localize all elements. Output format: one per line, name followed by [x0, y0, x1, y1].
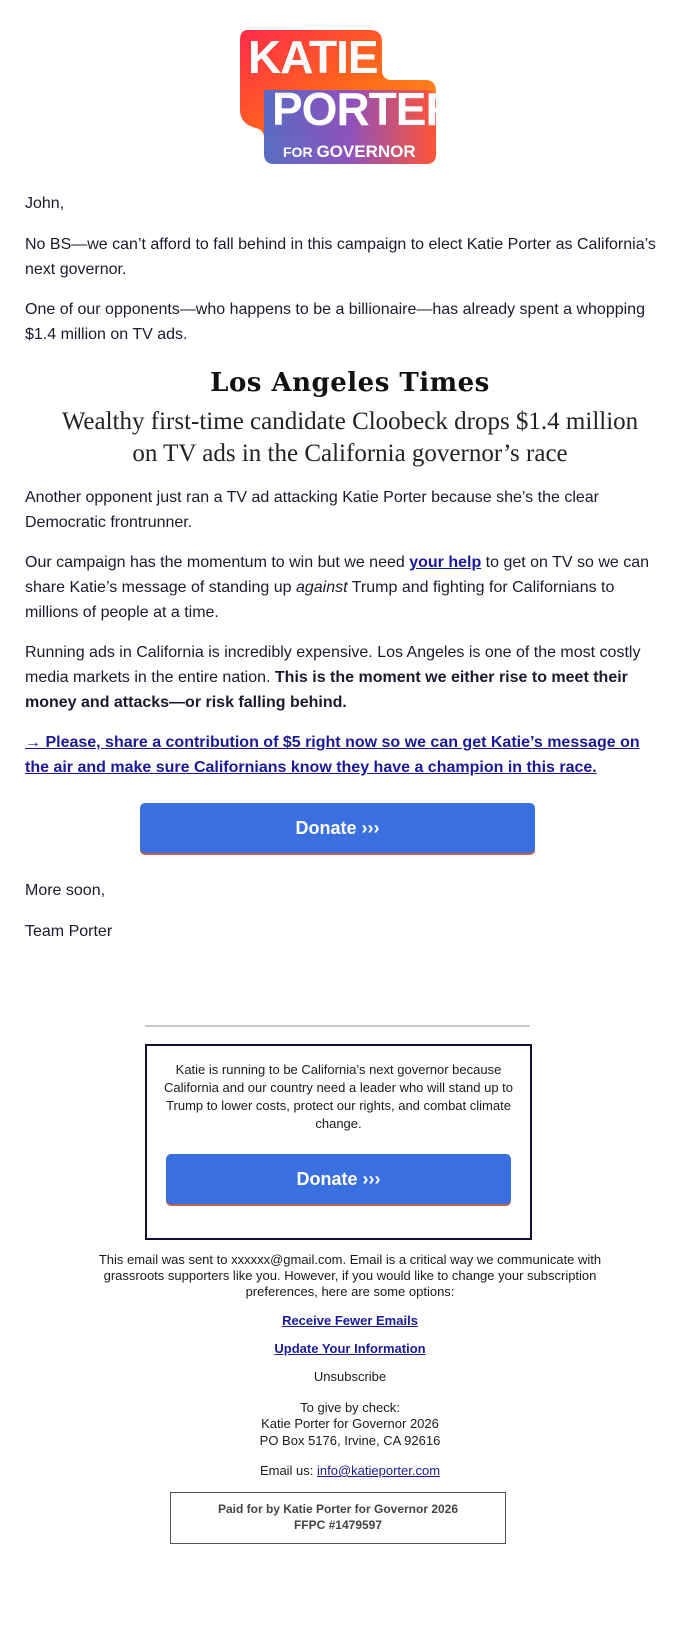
receive-fewer-emails-link[interactable]: Receive Fewer Emails — [282, 1313, 418, 1328]
paragraph-4-emphasis: against — [295, 579, 348, 596]
donate-button[interactable]: Donate ››› — [140, 803, 535, 853]
paragraph-4 — [25, 550, 665, 625]
paid-for-text: Paid for by Katie Porter for Governor 2026 — [217, 1502, 459, 1516]
paragraph-1: No BS—we can’t afford to fall behind in this campaign to elect Katie Porter as California’s next governor. — [25, 236, 656, 278]
paid-for-disclaimer — [170, 1492, 506, 1544]
check-label: To give by check: — [300, 1400, 400, 1415]
logo-text-porter: PORTER — [272, 83, 458, 135]
email-label: Email us: — [259, 1463, 318, 1478]
paragraph-4-end: Trump and fighting for Californians to millions of people at a time. — [25, 579, 615, 621]
update-information-link[interactable]: Update Your Information — [274, 1341, 426, 1356]
footer-sent-text: This email was sent to xxxxxx@gmail.com. Email is a critical way we communicate with grassroots supporters like you. However, if you would like to change your subscription preferences, here are some options: — [98, 1252, 602, 1299]
unsubscribe-link[interactable]: Unsubscribe — [313, 1369, 387, 1384]
about-katie-text: Katie is running to be California’s next governor because California and our country need a leader who will stand up to Trump to lower costs, protect our rights, and combat climate change. — [163, 1062, 514, 1131]
la-times-headline: Wealthy first-time candidate Cloobeck drops $1.4 million on TV ads in the California governor’s race — [61, 408, 639, 467]
signature: Team Porter — [25, 923, 113, 940]
check-org: Katie Porter for Governor 2026 — [261, 1416, 439, 1431]
paragraph-5-bold: This is the moment we either rise to meet their money and attacks—or risk falling behind. — [25, 669, 628, 711]
box-donate-button[interactable]: Donate ››› — [166, 1154, 511, 1204]
email-address-link[interactable]: info@katieporter.com — [317, 1463, 441, 1478]
paragraph-5-plain: Running ads in California is incredibly expensive. Los Angeles is one of the most costly media markets in the entire nation. — [25, 644, 641, 686]
ffpc-number: FFPC #1479597 — [293, 1518, 383, 1532]
footer-fewer-emails-row — [70, 1313, 630, 1329]
katie-porter-logo — [240, 30, 458, 168]
check-address: PO Box 5176, Irvine, CA 92616 — [259, 1433, 441, 1448]
greeting: John, — [25, 195, 65, 212]
paragraph-2: One of our opponents—who happens to be a billionaire—has already spent a whopping $1.4 million on TV ads. — [25, 301, 645, 343]
logo-text-for: FOR — [283, 144, 313, 160]
contribution-cta-link[interactable]: → Please, share a contribution of $5 right now so we can get Katie’s message on the air and make sure Californians know they have a champion in this race. — [25, 734, 640, 776]
paragraph-4-mid: to get on TV so we can share Katie’s message of standing up — [25, 554, 650, 596]
paragraph-5 — [25, 640, 665, 715]
logo-text-governor-word: GOVERNOR — [316, 142, 416, 161]
logo-text-katie: KATIE — [248, 31, 378, 83]
la-times-masthead: Los Angeles Times — [210, 368, 490, 398]
contribution-cta — [25, 730, 665, 780]
logo-text-governor — [283, 142, 481, 162]
about-katie-box — [145, 1044, 532, 1240]
divider — [145, 1025, 530, 1027]
footer-update-info-row — [70, 1341, 630, 1357]
signoff: More soon, — [25, 882, 106, 899]
footer-email-row — [70, 1463, 630, 1479]
your-help-link[interactable]: your help — [409, 554, 482, 571]
paragraph-4-start: Our campaign has the momentum to win but we need — [25, 554, 410, 571]
paragraph-3: Another opponent just ran a TV ad attacking Katie Porter because she’s the clear Democratic frontrunner. — [25, 489, 599, 531]
